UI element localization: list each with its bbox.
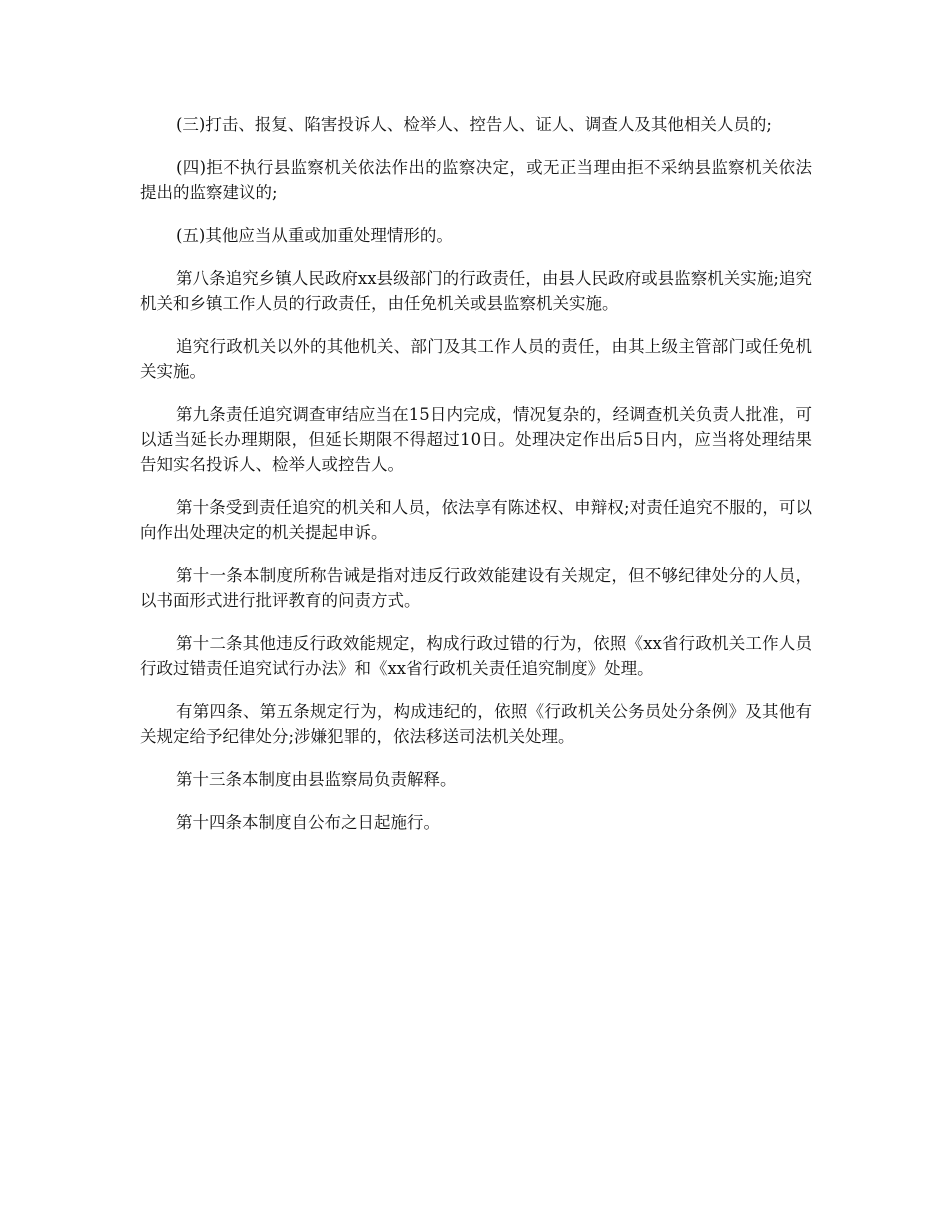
paragraph-article-8-cont: 追究行政机关以外的其他机关、部门及其工作人员的责任，由其上级主管部门或任免机关实施。 — [140, 337, 812, 381]
paragraph-article-11: 第十一条本制度所称告诫是指对违反行政效能建设有关规定，但不够纪律处分的人员，以书面形式进行批评教育的问责方式。 — [140, 566, 812, 610]
paragraph-article-8: 第八条追究乡镇人民政府xx县级部门的行政责任，由县人民政府或县监察机关实施;追究机关和乡镇工作人员的行政责任，由任免机关或县监察机关实施。 — [140, 269, 812, 313]
paragraph-article-14: 第十四条本制度自公布之日起施行。 — [176, 813, 440, 832]
paragraph-item-4: (四)拒不执行县监察机关依法作出的监察决定，或无正当理由拒不采纳县监察机关依法提出的监察建议的; — [140, 158, 812, 202]
paragraph-article-13: 第十三条本制度由县监察局负责解释。 — [176, 770, 457, 789]
paragraph-article-9: 第九条责任追究调查审结应当在15日内完成，情况复杂的，经调查机关负责人批准，可以适当延长办理期限，但延长期限不得超过10日。处理决定作出后5日内，应当将处理结果告知实名投诉人、检举人或控告人。 — [140, 405, 812, 474]
paragraph-article-12: 第十二条其他违反行政效能规定，构成行政过错的行为，依照《xx省行政机关工作人员行政过错责任追究试行办法》和《xx省行政机关责任追究制度》处理。 — [140, 634, 812, 678]
paragraph-item-3: (三)打击、报复、陷害投诉人、检举人、控告人、证人、调查人及其他相关人员的; — [176, 115, 772, 134]
paragraph-article-12-cont: 有第四条、第五条规定行为，构成违纪的，依照《行政机关公务员处分条例》及其他有关规定给予纪律处分;涉嫌犯罪的，依法移送司法机关处理。 — [140, 702, 812, 746]
document-body — [140, 112, 812, 853]
paragraph-article-10: 第十条受到责任追究的机关和人员，依法享有陈述权、申辩权;对责任追究不服的，可以向作出处理决定的机关提起申诉。 — [140, 498, 812, 542]
paragraph-item-5: (五)其他应当从重或加重处理情形的。 — [176, 226, 453, 245]
